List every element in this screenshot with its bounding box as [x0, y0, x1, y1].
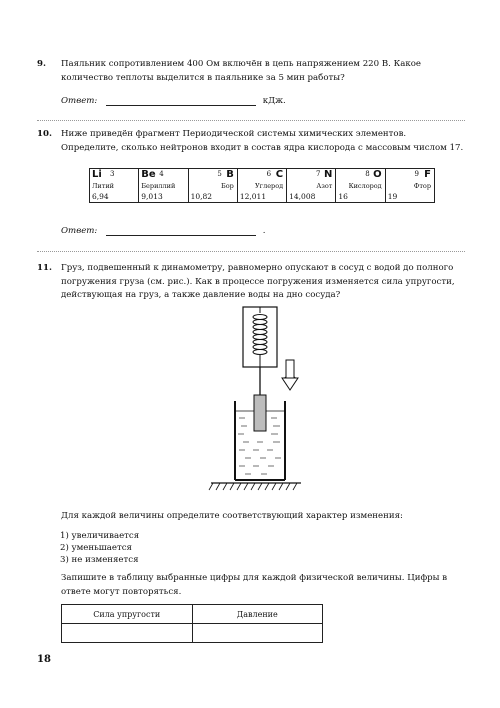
element-mass: 10,82 — [190, 192, 213, 201]
q11-instruction — [37, 510, 465, 524]
option-2: 2) уменьшается — [60, 543, 132, 553]
element-symbol: C — [275, 169, 284, 180]
element-number: 4 — [159, 170, 164, 178]
element-symbol: N — [324, 169, 333, 180]
answer-line[interactable] — [106, 225, 256, 236]
element-symbol: Li — [92, 169, 102, 180]
table-instruction-text: Запишите в таблицу выбранные цифры для каждой физической величины. Цифры в ответе могут повторяться. — [61, 573, 448, 597]
element-symbol: Be — [141, 169, 156, 180]
element-name: Бериллий — [141, 182, 176, 190]
answer-9 — [61, 95, 286, 106]
element-name: Кислород — [348, 182, 382, 190]
answer-unit: . — [262, 226, 266, 236]
element-name: Углерод — [254, 182, 284, 190]
question-number: 11. — [37, 263, 52, 273]
page-number: 18 — [37, 654, 51, 665]
instruction-text: Для каждой величины определите соответствующий характер изменения: — [61, 511, 403, 521]
element-name: Бор — [220, 182, 234, 190]
element-cell-o — [336, 169, 385, 203]
option-3: 3) не изменяется — [60, 555, 139, 565]
answer-unit: кДж. — [262, 96, 286, 106]
question-text: Паяльник сопротивлением 400 Ом включён в цепь напряжением 220 В. Какое количество теплоты выделится в паяльнике за 5 мин работы? — [61, 59, 422, 83]
question-10 — [37, 128, 465, 155]
header-elastic-force: Сила упругости — [62, 605, 193, 624]
element-mass: 9,013 — [141, 192, 163, 201]
element-cell-be — [139, 169, 188, 203]
element-symbol: B — [226, 169, 234, 180]
element-number: 8 — [365, 170, 370, 178]
q11-table-instruction — [37, 572, 465, 599]
option-1: 1) увеличивается — [60, 531, 140, 541]
element-cell-n — [287, 169, 336, 203]
separator — [37, 251, 465, 252]
element-name: Фтор — [413, 182, 431, 190]
element-number: 5 — [217, 170, 222, 178]
element-name: Литий — [92, 182, 115, 190]
element-mass: 19 — [387, 192, 398, 201]
element-mass: 6,94 — [92, 192, 109, 201]
answer-line[interactable] — [106, 95, 256, 106]
element-mass: 12,011 — [239, 192, 267, 201]
element-name: Азот — [316, 182, 333, 190]
element-number: 6 — [266, 170, 272, 178]
element-cell-li — [90, 169, 139, 203]
element-number: 7 — [315, 170, 321, 178]
question-9 — [37, 58, 465, 85]
question-text: Ниже приведён фрагмент Периодической системы химических элементов. Определите, сколько нейтронов входит в состав ядра кислорода с массовым числом 17. — [61, 129, 464, 153]
dynamometer-figure — [205, 305, 305, 495]
element-cell-b — [188, 169, 237, 203]
element-mass: 14,008 — [289, 192, 316, 201]
answer-table — [61, 604, 323, 643]
question-text: Груз, подвешенный к динамометру, равномерно опускают в сосуд с водой до полного погружения груза (см. рис.). Как в процессе погружения изменяется сила упругости, действующая на груз, а также давление воды на дно сосуда? — [61, 263, 455, 300]
answer-cell-pressure[interactable] — [192, 624, 323, 643]
element-symbol: O — [373, 169, 382, 180]
element-number: 3 — [110, 170, 115, 178]
question-number: 9. — [37, 59, 46, 69]
periodic-table-fragment — [89, 168, 435, 203]
answer-cell-elastic-force[interactable] — [62, 624, 193, 643]
element-symbol: F — [424, 169, 431, 180]
element-mass: 16 — [338, 192, 348, 201]
answer-label: Ответ: — [61, 226, 98, 236]
element-cell-c — [237, 169, 286, 203]
answer-10 — [61, 225, 266, 236]
element-number: 9 — [414, 170, 419, 178]
header-pressure: Давление — [192, 605, 323, 624]
question-number: 10. — [37, 129, 52, 139]
element-cell-f — [385, 169, 434, 203]
answer-label: Ответ: — [61, 96, 98, 106]
separator — [37, 120, 465, 121]
question-11 — [37, 262, 465, 303]
